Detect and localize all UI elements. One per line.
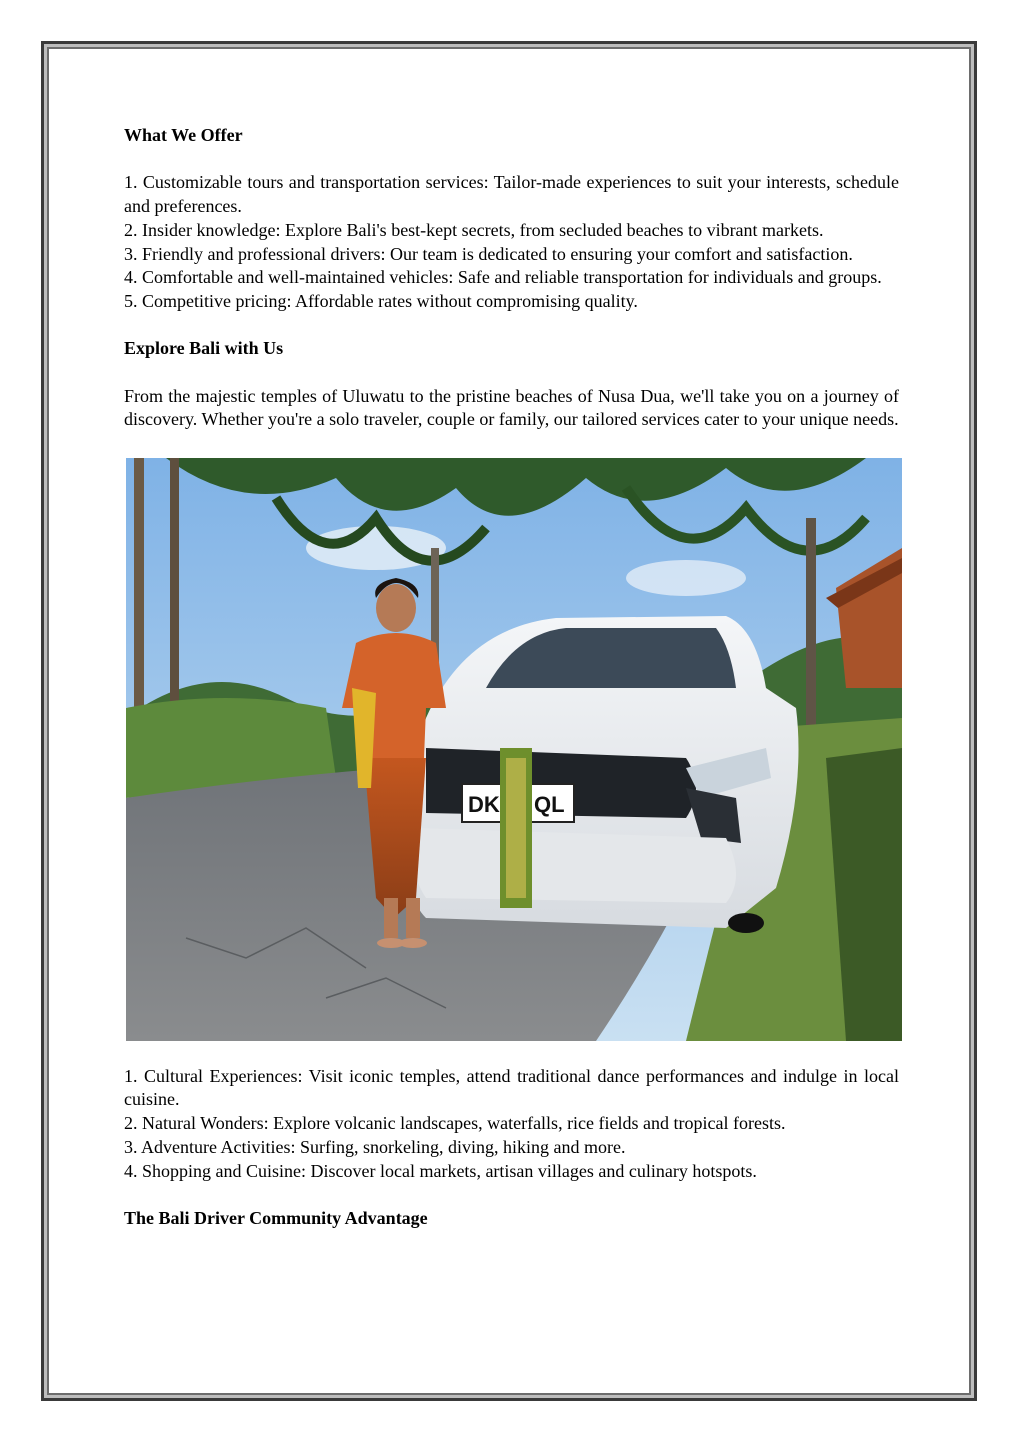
- explore-intro: From the majestic temples of Uluwatu to the pristine beaches of Nusa Dua, we'll take you on a journey of discovery. Whether you're a solo traveler, couple or family, our tailored services cater to your unique needs.: [124, 385, 899, 430]
- document-body: [124, 124, 899, 1231]
- offer-item-2: 2. Insider knowledge: Explore Bali's best-kept secrets, from secluded beaches to vibrant markets.: [124, 219, 824, 240]
- explore-item-1: 1. Cultural Experiences: Visit iconic temples, attend traditional dance performances and indulge in local cuisine.: [124, 1065, 899, 1110]
- plate-right-text: QL: [534, 791, 565, 817]
- plate-left-text: DK: [468, 791, 500, 817]
- explore-item-4: 4. Shopping and Cuisine: Discover local markets, artisan villages and culinary hotspots.: [124, 1160, 757, 1181]
- offer-item-3: 3. Friendly and professional drivers: Our team is dedicated to ensuring your comfort and satisfaction.: [124, 243, 853, 264]
- what-we-offer-heading: What We Offer: [124, 125, 243, 145]
- explore-item-2: 2. Natural Wonders: Explore volcanic landscapes, waterfalls, rice fields and tropical forests.: [124, 1113, 786, 1134]
- explore-bali-heading: Explore Bali with Us: [124, 338, 284, 359]
- community-advantage-heading: The Bali Driver Community Advantage: [124, 1207, 428, 1228]
- explore-item-3: 3. Adventure Activities: Surfing, snorkeling, diving, hiking and more.: [124, 1136, 626, 1157]
- offer-item-4: 4. Comfortable and well-maintained vehicles: Safe and reliable transportation for individuals and groups.: [124, 267, 882, 288]
- driver-with-car-photo: [126, 458, 902, 1041]
- offer-item-1: 1. Customizable tours and transportation services: Tailor-made experiences to suit your interests, schedule and preferences.: [124, 172, 899, 217]
- offer-item-5: 5. Competitive pricing: Affordable rates without compromising quality.: [124, 290, 638, 311]
